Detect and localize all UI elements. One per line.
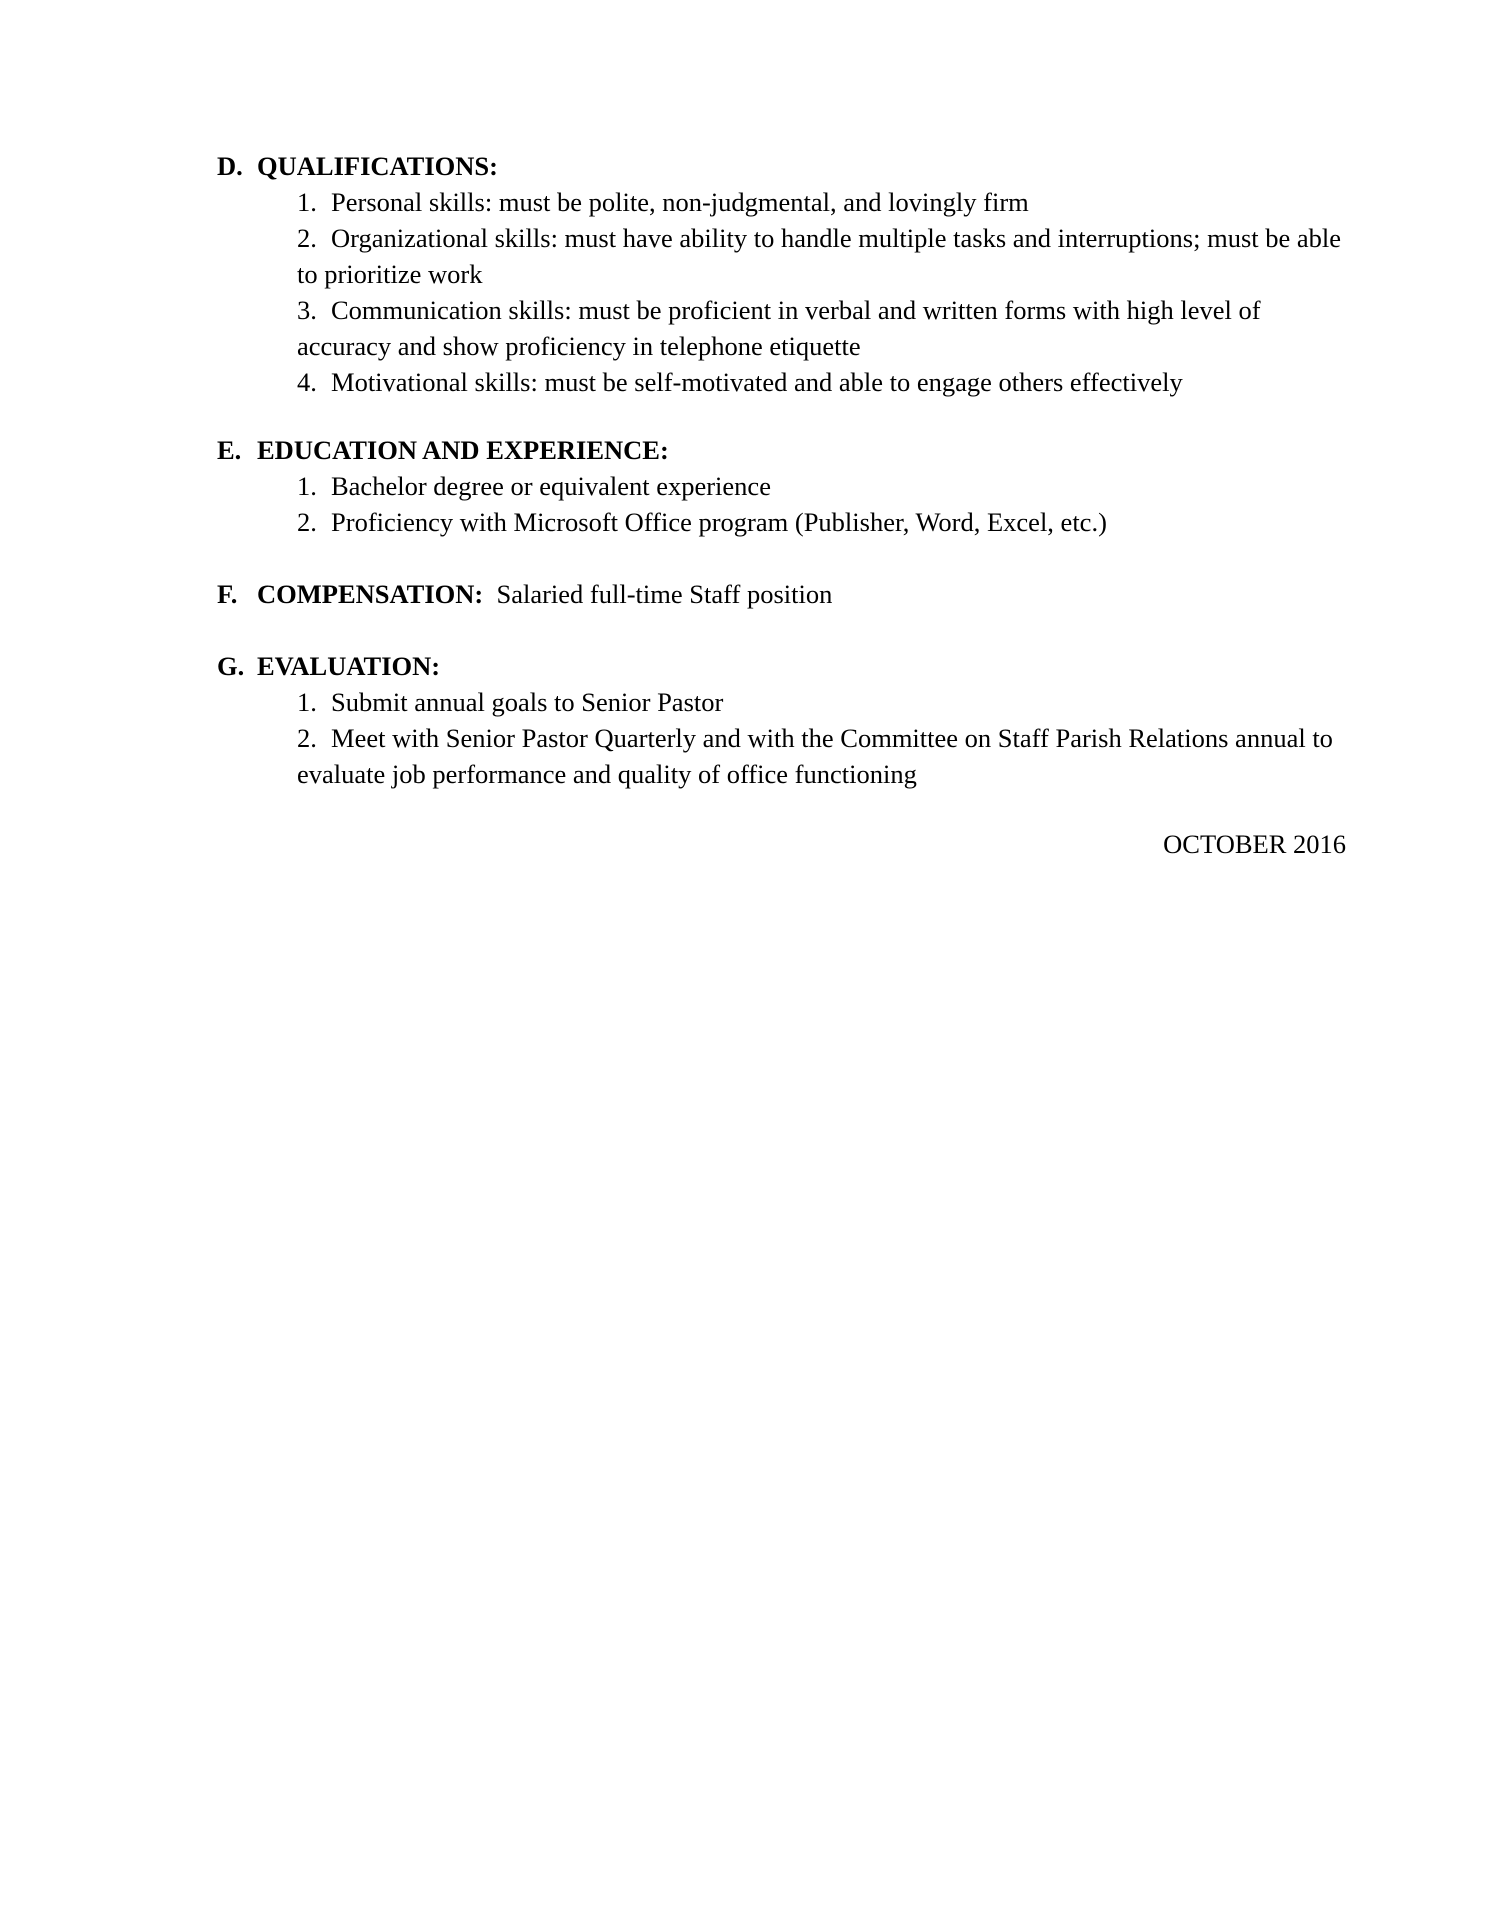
item-number: 3. xyxy=(297,295,317,325)
item-text: Communication skills: must be proficient in verbal and written forms with high level of accuracy and show proficiency in telephone etiquette xyxy=(297,295,1261,361)
item-number: 4. xyxy=(297,367,317,397)
item-number: 2. xyxy=(297,223,317,253)
list-item xyxy=(217,184,1347,220)
list-item xyxy=(217,504,1347,540)
item-list xyxy=(217,468,1347,540)
section-heading xyxy=(217,648,1347,684)
section-letter: E. xyxy=(217,435,242,465)
compensation-text: Salaried full-time Staff position xyxy=(496,579,833,609)
section-letter: F. xyxy=(217,579,238,609)
item-list xyxy=(217,684,1347,792)
list-item xyxy=(217,220,1347,292)
section-compensation xyxy=(217,576,1347,612)
item-number: 1. xyxy=(297,687,317,717)
list-item xyxy=(217,468,1347,504)
list-item xyxy=(217,292,1347,364)
item-text: Organizational skills: must have ability to handle multiple tasks and interruptions; must be able to prioritize work xyxy=(297,223,1342,289)
document-date: OCTOBER 2016 xyxy=(1163,829,1346,859)
section-title: EDUCATION AND EXPERIENCE: xyxy=(257,435,669,465)
section-title: QUALIFICATIONS: xyxy=(257,151,498,181)
section-letter: G. xyxy=(217,651,245,681)
item-text: Personal skills: must be polite, non-judgmental, and lovingly firm xyxy=(331,187,1029,217)
item-text: Submit annual goals to Senior Pastor xyxy=(331,687,724,717)
item-text: Bachelor degree or equivalent experience xyxy=(331,471,771,501)
section-heading xyxy=(217,148,1347,184)
section-qualifications xyxy=(217,148,1347,400)
item-number: 2. xyxy=(297,507,317,537)
item-number: 1. xyxy=(297,471,317,501)
section-heading xyxy=(217,432,1347,468)
list-item xyxy=(217,364,1347,400)
section-letter: D. xyxy=(217,151,243,181)
section-heading xyxy=(217,576,1347,612)
list-item xyxy=(217,720,1347,792)
item-list xyxy=(217,184,1347,400)
section-title: EVALUATION: xyxy=(257,651,441,681)
section-evaluation xyxy=(217,648,1347,792)
section-title: COMPENSATION: xyxy=(257,579,484,609)
item-text: Motivational skills: must be self-motivated and able to engage others effectively xyxy=(331,367,1183,397)
list-item xyxy=(217,684,1347,720)
item-text: Meet with Senior Pastor Quarterly and with the Committee on Staff Parish Relations annual to evaluate job performance and quality of office functioning xyxy=(297,723,1333,789)
section-education-experience xyxy=(217,432,1347,540)
item-number: 2. xyxy=(297,723,317,753)
item-number: 1. xyxy=(297,187,317,217)
item-text: Proficiency with Microsoft Office program (Publisher, Word, Excel, etc.) xyxy=(331,507,1107,537)
